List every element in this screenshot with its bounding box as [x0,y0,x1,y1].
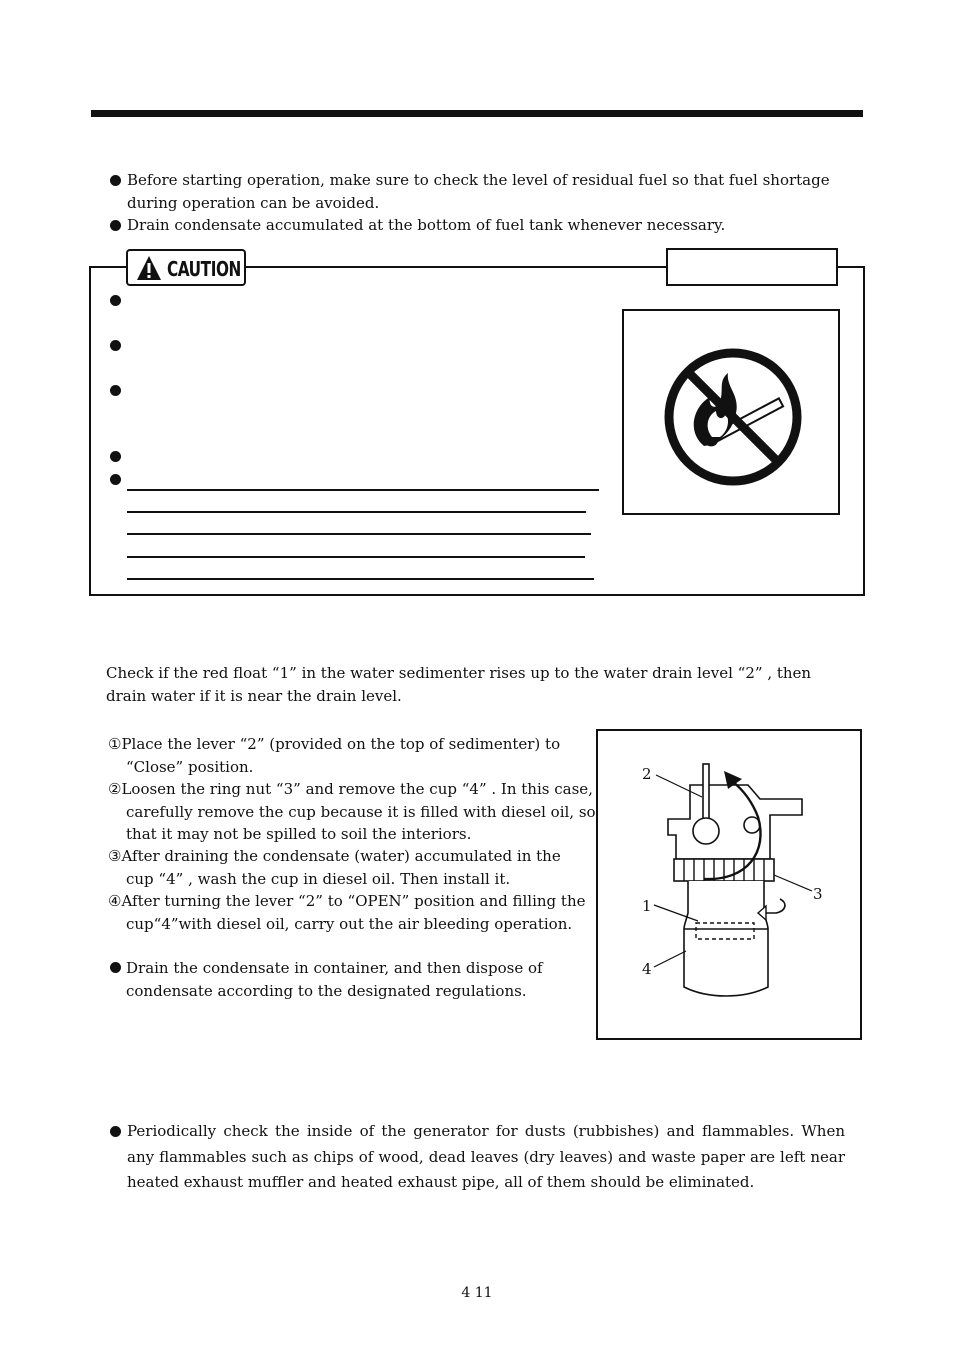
page-number: 4 11 [461,1285,493,1301]
bullet-icon [110,220,121,231]
bullet-icon [110,385,121,396]
underline [127,489,599,491]
figure-label-4: 4 [642,960,652,978]
caution-label [126,249,246,286]
underline [127,556,585,558]
step-4: ④After turning the lever “2” to “OPEN” position and filling the cup“4”with diesel oil, carry out the air bleeding operation. [108,892,586,933]
bullet-icon [110,1126,121,1137]
step-2: ②Loosen the ring nut “3” and remove the cup “4” . In this case, carefully remove the cup because it is filled with diesel oil, so that it may not be spilled to soil the interiors. [108,780,596,843]
underline [127,578,594,580]
disposal-note: Drain the condensate in container, and then dispose of condensate according to the designated regulations. [126,959,543,1000]
header-rule [91,110,863,117]
figure-label-2: 2 [642,765,652,783]
caution-word: CAUTION [167,257,241,281]
bullet-icon [110,175,121,186]
bullet-icon [110,340,121,351]
figure-label-1: 1 [642,897,652,915]
warning-triangle-icon [136,255,162,281]
bullet-icon [110,474,121,485]
bullet-icon [110,962,121,973]
underline [127,533,591,535]
no-open-flame-icon [624,311,838,513]
inspection-note: Periodically check the inside of the generator for dusts (rubbishes) and flammables. When any flammables such as chips of wood, dead leaves (dry leaves) and waste paper are left near heated exhaust muffler and heated exhaust pipe, all of them should be eliminated. [127,1122,845,1191]
bullet-icon [110,295,121,306]
water-check-intro: Check if the red float “1” in the water sedimenter rises up to the water drain level “2” , then drain water if it is near the drain level. [106,664,812,705]
prohibition-symbol-box [622,309,840,515]
underline [127,511,586,513]
figure-label-3: 3 [813,885,823,903]
caution-header-box [666,248,838,286]
drain-note: Drain condensate accumulated at the bottom of fuel tank whenever necessary. [127,216,726,234]
step-3: ③After draining the condensate (water) accumulated in the cup “4” , wash the cup in diesel oil. Then install it. [108,847,561,888]
bullet-icon [110,451,121,462]
sedimenter-figure [596,729,862,1040]
fuel-check-note: Before starting operation, make sure to check the level of residual fuel so that fuel shortage during operation can be avoided. [127,171,830,212]
step-1: ①Place the lever “2” (provided on the top of sedimenter) to “Close” position. [108,735,561,776]
